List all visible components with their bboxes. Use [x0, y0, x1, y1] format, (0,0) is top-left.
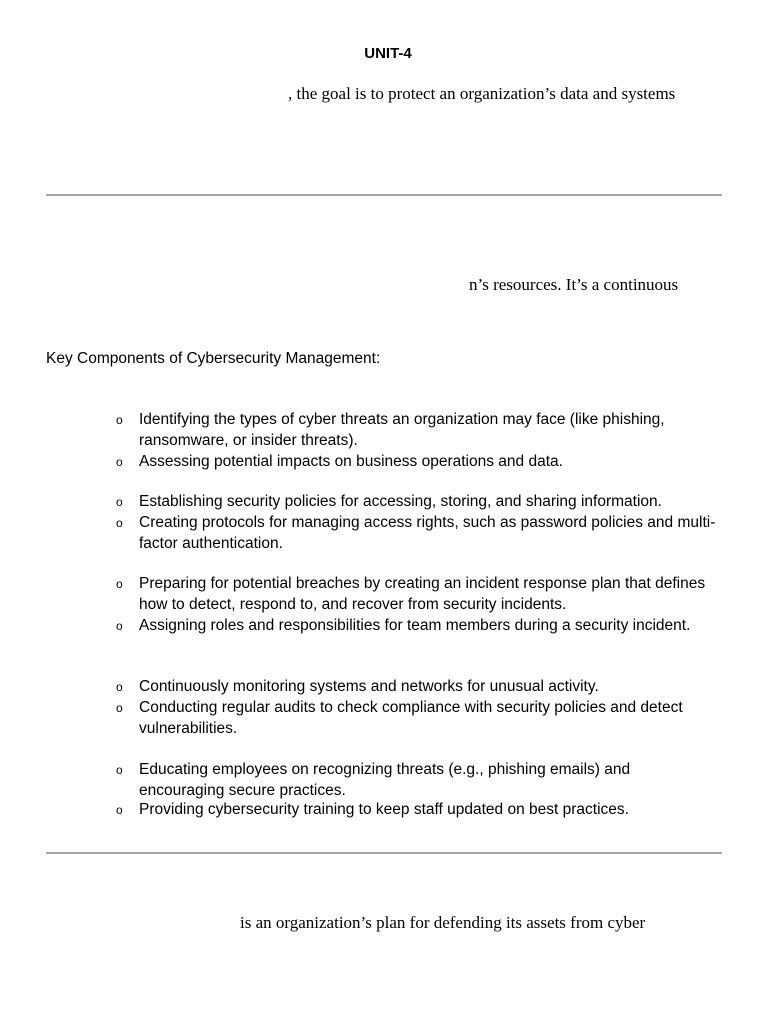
intro-text-fragment: , the goal is to protect an organization’s data and systems: [288, 84, 676, 103]
section-heading-colon: :: [375, 350, 381, 367]
list-item: Providing cybersecurity training to keep staff updated on best practices.: [139, 801, 629, 818]
list-bullet: o: [116, 680, 123, 694]
horizontal-rule-top: [46, 194, 722, 196]
list-bullet: o: [116, 413, 123, 427]
list-bullet: o: [116, 516, 123, 530]
list-item: Assessing potential impacts on business operations and data.: [139, 453, 563, 470]
list-item: Identifying the types of cyber threats an organization may face (like phishing, ransomware, or insider threats).: [139, 411, 665, 449]
list-bullet: o: [116, 803, 123, 817]
list-bullet: o: [116, 619, 123, 633]
list-item: Establishing security policies for accessing, storing, and sharing information.: [139, 493, 662, 510]
list-item: Continuously monitoring systems and networks for unusual activity.: [139, 678, 599, 695]
list-bullet: o: [116, 577, 123, 591]
horizontal-rule-bottom: [46, 852, 722, 854]
list-item: Creating protocols for managing access rights, such as password policies and multi-factor authentication.: [139, 514, 716, 552]
section-heading: [46, 350, 380, 368]
list-bullet: o: [116, 495, 123, 509]
unit-title: UNIT-4: [364, 45, 412, 62]
list-bullet: o: [116, 701, 123, 715]
strategy-text-fragment: is an organization’s plan for defending its assets from cyber: [240, 913, 646, 932]
list-bullet: o: [116, 763, 123, 777]
resources-text-fragment: n’s resources. It’s a continuous: [469, 275, 679, 294]
list-item: Preparing for potential breaches by creating an incident response plan that defines how to detect, respond to, and recover from security incidents.: [139, 575, 706, 613]
list-bullet: o: [116, 455, 123, 469]
list-item: Educating employees on recognizing threats (e.g., phishing emails) and encouraging secure practices.: [139, 761, 631, 799]
section-heading-text: Key Components of Cybersecurity Management: [46, 350, 376, 367]
list-item: Assigning roles and responsibilities for team members during a security incident.: [139, 617, 691, 634]
list-item: Conducting regular audits to check compliance with security policies and detect vulnerabilities.: [139, 699, 683, 737]
